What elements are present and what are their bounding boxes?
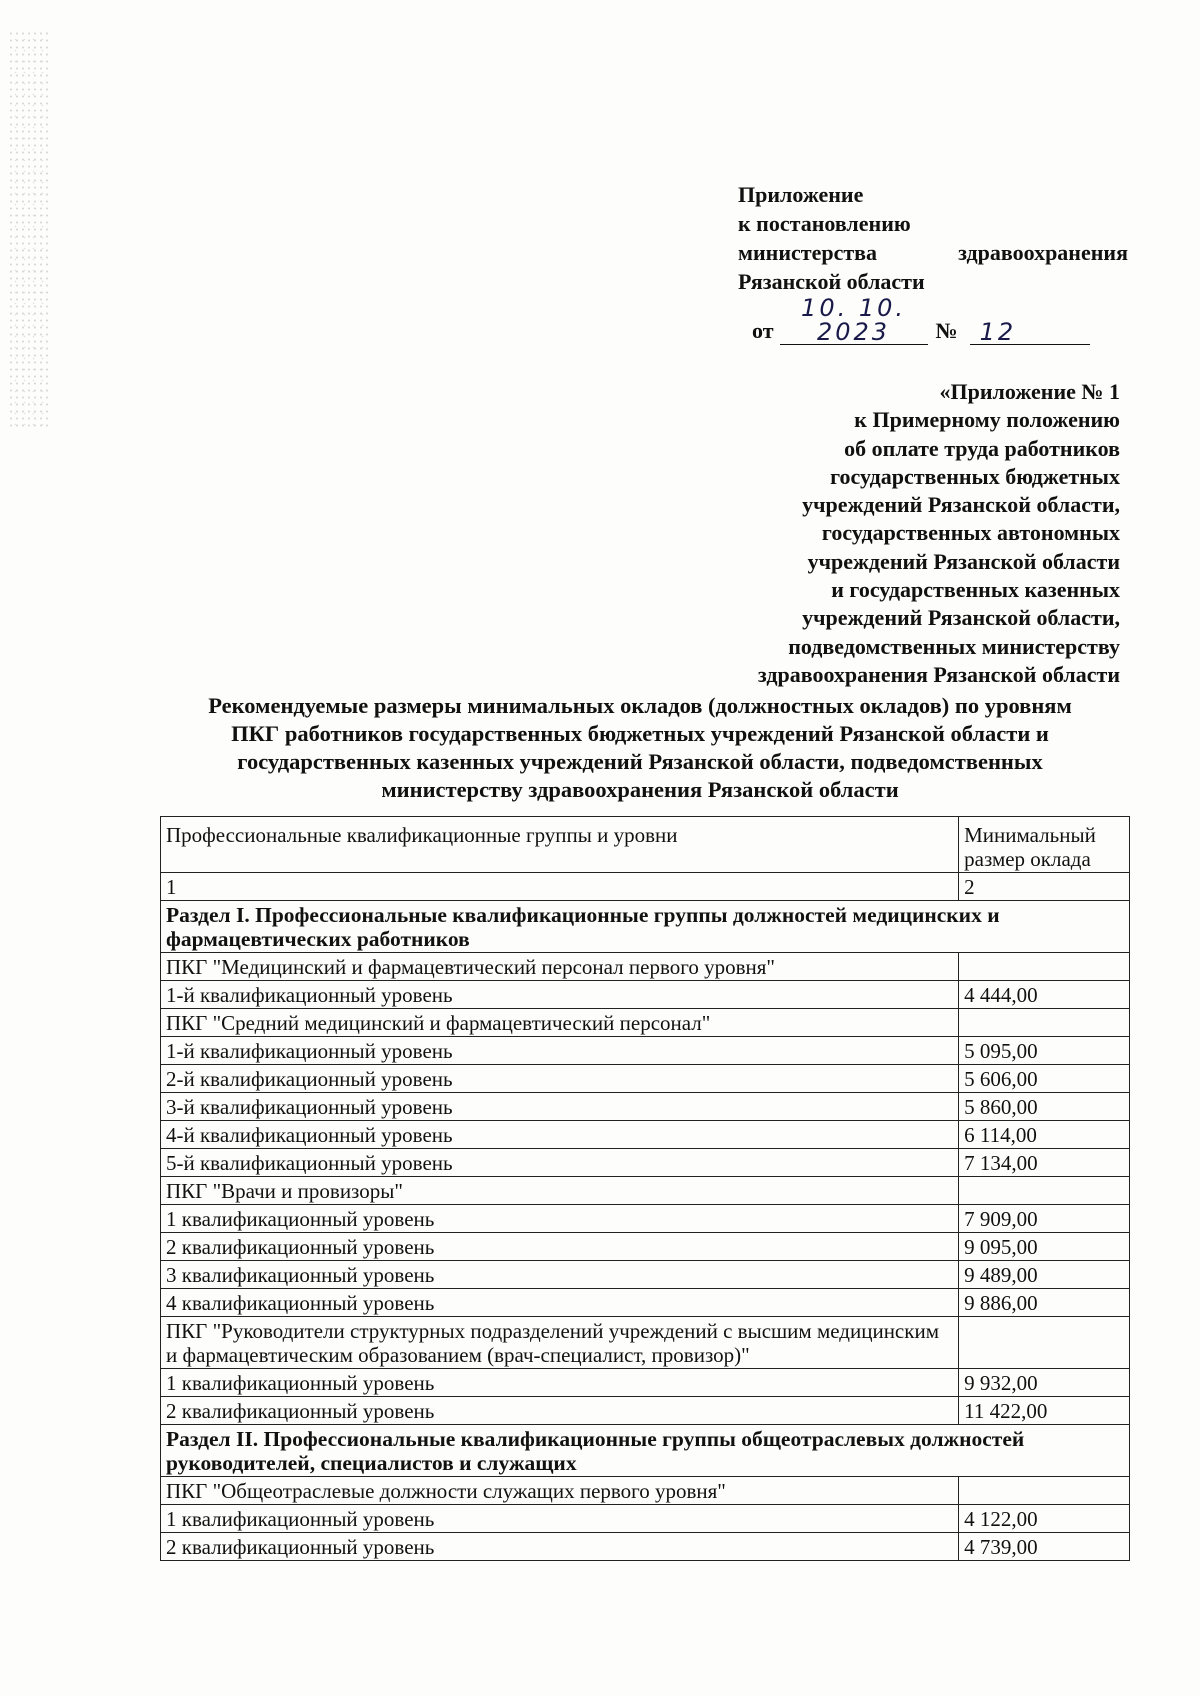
approval-line-1: Приложение [738, 182, 864, 207]
salary-value-cell: 9 095,00 [959, 1233, 1130, 1261]
table-row [161, 1289, 1130, 1317]
level-name-cell: 1 квалификационный уровень [161, 1505, 959, 1533]
table-row [161, 1533, 1130, 1561]
column-number-row [161, 873, 1130, 901]
level-name-cell: 3 квалификационный уровень [161, 1261, 959, 1289]
appendix-heading [660, 378, 1120, 689]
salary-value-cell [959, 1317, 1130, 1369]
salary-value-cell [959, 1177, 1130, 1205]
table-row [161, 1397, 1130, 1425]
level-name-cell: 2-й квалификационный уровень [161, 1065, 959, 1093]
level-name-cell: 1 квалификационный уровень [161, 1205, 959, 1233]
scan-edge-noise [8, 30, 50, 430]
appendix-line: государственных бюджетных [830, 463, 1120, 489]
approval-block [738, 180, 1128, 345]
appendix-line: подведомственных министерству [788, 633, 1120, 659]
table-row [161, 1121, 1130, 1149]
title-line: Рекомендуемые размеры минимальных окладов (должностных окладов) по уровням [208, 693, 1072, 718]
approval-line-4: Рязанской области [738, 269, 925, 294]
appendix-line: государственных автономных [821, 520, 1120, 546]
level-name-cell: 4-й квалификационный уровень [161, 1121, 959, 1149]
approval-line-3b: здравоохранения [958, 240, 1128, 265]
salary-value-cell: 4 122,00 [959, 1505, 1130, 1533]
section-title-cell: Раздел II. Профессиональные квалификационные группы общеотраслевых должностей руководителей, специалистов и служащих [161, 1425, 1130, 1477]
title-line: государственных казенных учреждений Рязанской области, подведомственных [237, 749, 1043, 774]
approval-line-3 [738, 238, 1128, 267]
header-salary-cell: Минимальный размер оклада [959, 817, 1130, 873]
title-line: министерству здравоохранения Рязанской области [381, 777, 899, 802]
salary-value-cell: 5 606,00 [959, 1065, 1130, 1093]
salary-value-cell [959, 953, 1130, 981]
group-name-cell: ПКГ "Медицинский и фармацевтический персонал первого уровня" [161, 953, 959, 981]
salary-value-cell: 9 489,00 [959, 1261, 1130, 1289]
column-number-2: 2 [959, 873, 1130, 901]
level-name-cell: 4 квалификационный уровень [161, 1289, 959, 1317]
table-row [161, 1205, 1130, 1233]
salary-value-cell: 5 860,00 [959, 1093, 1130, 1121]
table-header-row [161, 817, 1130, 873]
table-row [161, 1065, 1130, 1093]
level-name-cell: 1-й квалификационный уровень [161, 981, 959, 1009]
table-row [161, 1505, 1130, 1533]
approval-line-2: к постановлению [738, 211, 911, 236]
appendix-line: «Приложение № 1 [939, 379, 1120, 404]
from-label: от [752, 318, 774, 343]
table-group-row [161, 1477, 1130, 1505]
level-name-cell: 2 квалификационный уровень [161, 1397, 959, 1425]
table-row [161, 981, 1130, 1009]
table-row [161, 1233, 1130, 1261]
appendix-line: к Примерному положению [854, 407, 1120, 433]
column-number-1: 1 [161, 873, 959, 901]
salary-value-cell: 7 134,00 [959, 1149, 1130, 1177]
title-line: ПКГ работников государственных бюджетных учреждений Рязанской области и [231, 721, 1049, 746]
salary-value-cell: 5 095,00 [959, 1037, 1130, 1065]
table-section-row [161, 1425, 1130, 1477]
appendix-line: об оплате труда работников [844, 435, 1120, 461]
table-section-row [161, 901, 1130, 953]
table-group-row [161, 1317, 1130, 1369]
group-name-cell: ПКГ "Врачи и провизоры" [161, 1177, 959, 1205]
level-name-cell: 3-й квалификационный уровень [161, 1093, 959, 1121]
number-label: № [935, 318, 958, 343]
table-row [161, 1093, 1130, 1121]
salary-value-cell: 7 909,00 [959, 1205, 1130, 1233]
salary-value-cell: 6 114,00 [959, 1121, 1130, 1149]
group-name-cell: ПКГ "Руководители структурных подразделений учреждений с высшим медицинским и фармацевтическим образованием (врач-специалист, провизор)" [161, 1317, 959, 1369]
section-title-cell: Раздел I. Профессиональные квалификационные группы должностей медицинских и фармацевтических работников [161, 901, 1130, 953]
table-row [161, 1369, 1130, 1397]
appendix-line: учреждений Рязанской области, [802, 492, 1120, 518]
table-group-row [161, 1009, 1130, 1037]
salary-table [160, 816, 1130, 1561]
level-name-cell: 2 квалификационный уровень [161, 1233, 959, 1261]
appendix-line: учреждений Рязанской области [807, 548, 1120, 574]
appendix-line: и государственных казенных [831, 577, 1120, 603]
table-row [161, 1037, 1130, 1065]
appendix-line: учреждений Рязанской области, [802, 605, 1120, 631]
table-group-row [161, 1177, 1130, 1205]
salary-value-cell: 9 932,00 [959, 1369, 1130, 1397]
salary-value-cell [959, 1009, 1130, 1037]
level-name-cell: 1 квалификационный уровень [161, 1369, 959, 1397]
handwritten-number: 12 [970, 320, 1090, 345]
salary-value-cell: 11 422,00 [959, 1397, 1130, 1425]
table-row [161, 1149, 1130, 1177]
group-name-cell: ПКГ "Общеотраслевые должности служащих первого уровня" [161, 1477, 959, 1505]
appendix-line: здравоохранения Рязанской области [757, 661, 1120, 687]
table-row [161, 1261, 1130, 1289]
level-name-cell: 5-й квалификационный уровень [161, 1149, 959, 1177]
document-title [160, 692, 1120, 804]
group-name-cell: ПКГ "Средний медицинский и фармацевтический персонал" [161, 1009, 959, 1037]
salary-value-cell: 4 444,00 [959, 981, 1130, 1009]
header-groups-cell: Профессиональные квалификационные группы и уровни [161, 817, 959, 873]
salary-value-cell: 9 886,00 [959, 1289, 1130, 1317]
salary-value-cell [959, 1477, 1130, 1505]
level-name-cell: 2 квалификационный уровень [161, 1533, 959, 1561]
level-name-cell: 1-й квалификационный уровень [161, 1037, 959, 1065]
approval-date-row [738, 296, 1128, 345]
table-group-row [161, 953, 1130, 981]
salary-value-cell: 4 739,00 [959, 1533, 1130, 1561]
approval-line-3a: министерства [738, 240, 878, 265]
handwritten-date: 10. 10. 2023 [780, 296, 928, 345]
